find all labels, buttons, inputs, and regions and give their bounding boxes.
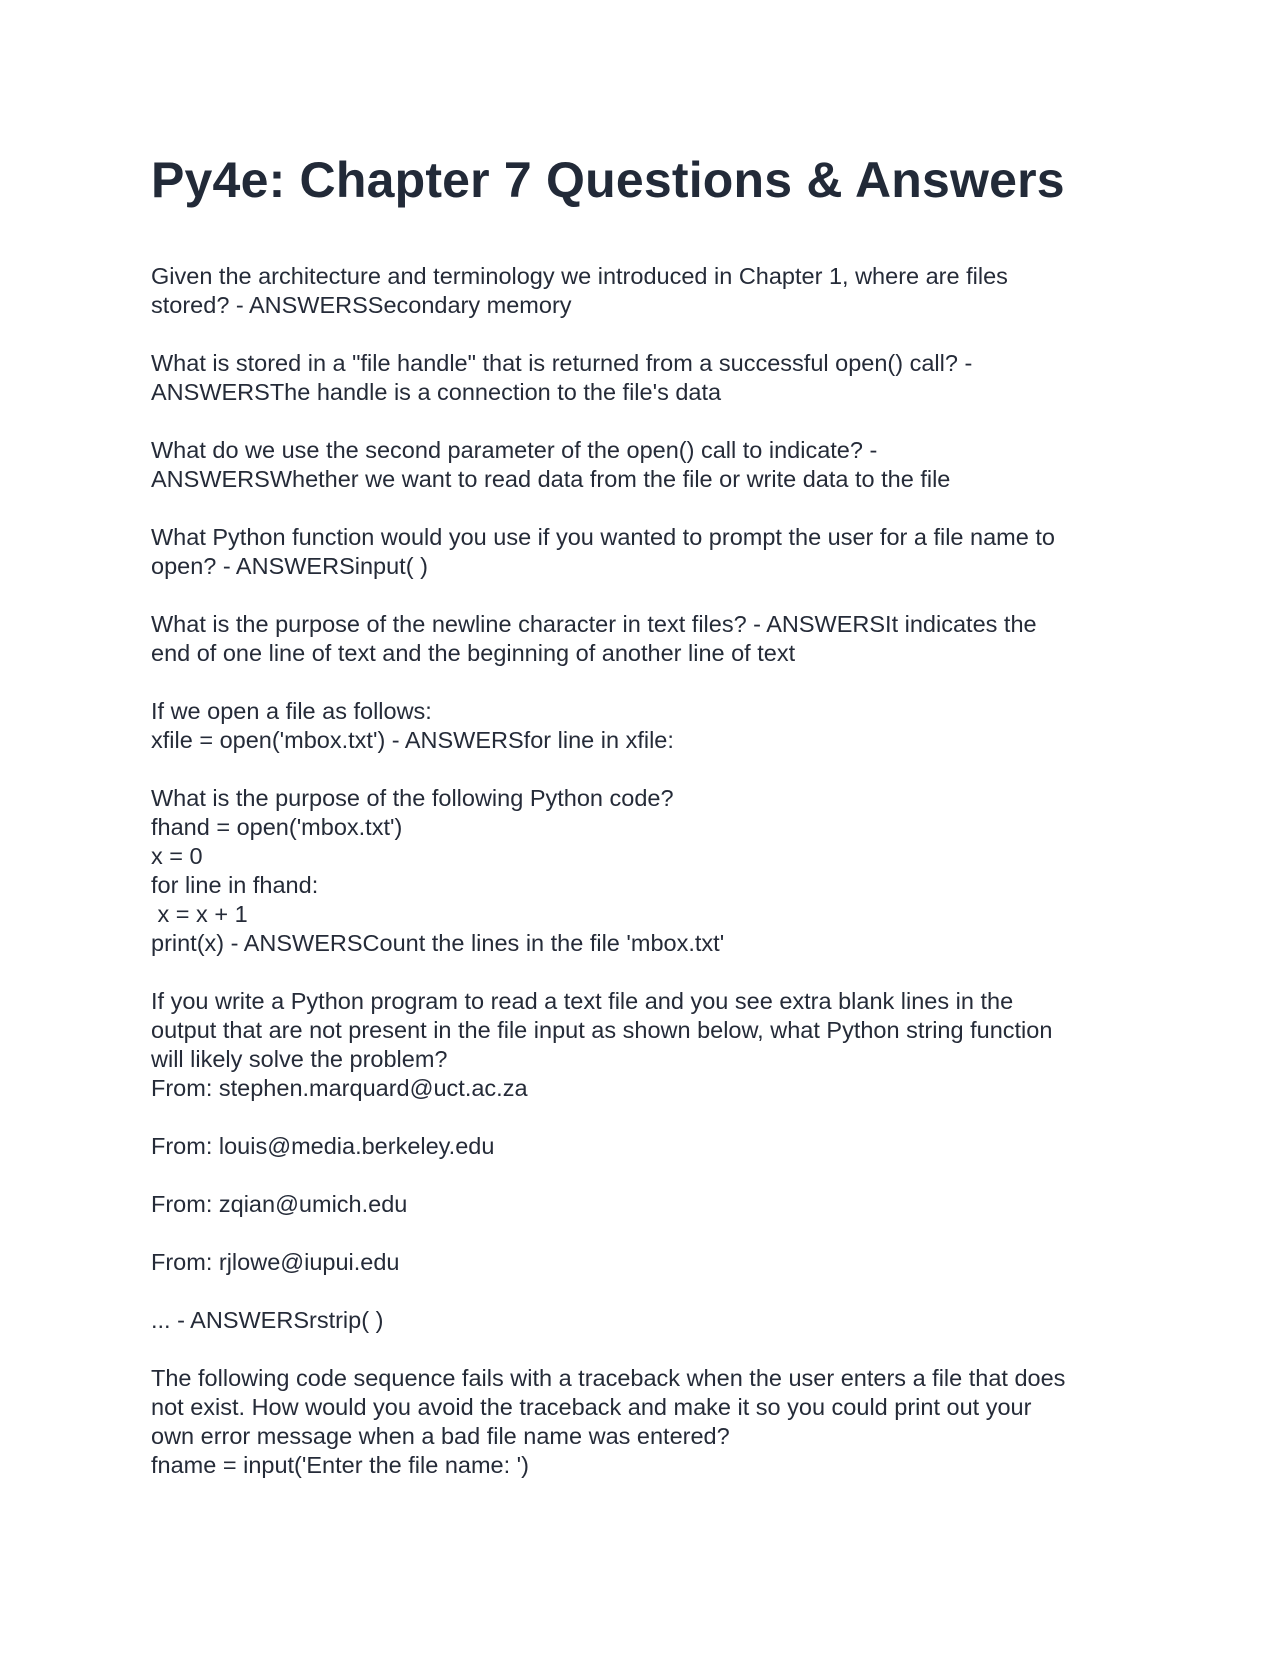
qa-line: xfile = open('mbox.txt') - ANSWERSfor line in xfile:: [151, 727, 674, 753]
qa-line: stored? - ANSWERSSecondary memory: [151, 292, 572, 318]
qa-line: If we open a file as follows:: [151, 698, 432, 724]
qa-item: [151, 987, 1141, 1335]
qa-line: will likely solve the problem?: [151, 1046, 448, 1072]
qa-line: [151, 1219, 1141, 1248]
qa-item: [151, 784, 1141, 958]
qa-line: x = x + 1: [151, 901, 248, 927]
page-title: Py4e: Chapter 7 Questions & Answers: [151, 152, 1065, 208]
qa-line: fhand = open('mbox.txt'): [151, 814, 403, 840]
qa-line: From: louis@media.berkeley.edu: [151, 1133, 495, 1159]
document-page: [151, 150, 1141, 1509]
qa-line: From: zqian@umich.edu: [151, 1191, 408, 1217]
qa-item: [151, 610, 1141, 668]
qa-line: x = 0: [151, 843, 203, 869]
qa-line: [151, 1277, 1141, 1306]
qa-line: What is the purpose of the following Python code?: [151, 785, 674, 811]
qa-line: ANSWERSThe handle is a connection to the file's data: [151, 379, 722, 405]
qa-line: for line in fhand:: [151, 872, 319, 898]
qa-line: open? - ANSWERSinput( ): [151, 553, 428, 579]
qa-line: From: rjlowe@iupui.edu: [151, 1249, 400, 1275]
qa-item: [151, 523, 1141, 581]
qa-item: [151, 262, 1141, 320]
qa-line: ANSWERSWhether we want to read data from the file or write data to the file: [151, 466, 951, 492]
qa-line: print(x) - ANSWERSCount the lines in the file 'mbox.txt': [151, 930, 725, 956]
qa-line: The following code sequence fails with a traceback when the user enters a file that does: [151, 1365, 1066, 1391]
qa-item: [151, 349, 1141, 407]
qa-line: Given the architecture and terminology we introduced in Chapter 1, where are files: [151, 263, 1008, 289]
qa-line: What is stored in a "file handle" that is returned from a successful open() call? -: [151, 350, 973, 376]
qa-line: end of one line of text and the beginning of another line of text: [151, 640, 796, 666]
qa-line: own error message when a bad file name was entered?: [151, 1423, 730, 1449]
qa-item: [151, 697, 1141, 755]
qa-line: What do we use the second parameter of the open() call to indicate? -: [151, 437, 878, 463]
qa-line: fname = input('Enter the file name: '): [151, 1452, 529, 1478]
qa-list: [151, 262, 1141, 1480]
qa-line: [151, 1103, 1141, 1132]
qa-line: output that are not present in the file input as shown below, what Python string function: [151, 1017, 1053, 1043]
qa-line: ... - ANSWERSrstrip( ): [151, 1307, 384, 1333]
qa-line: From: stephen.marquard@uct.ac.za: [151, 1075, 528, 1101]
qa-line: not exist. How would you avoid the traceback and make it so you could print out your: [151, 1394, 1032, 1420]
qa-line: If you write a Python program to read a text file and you see extra blank lines in the: [151, 988, 1014, 1014]
qa-item: [151, 436, 1141, 494]
qa-line: What is the purpose of the newline character in text files? - ANSWERSIt indicates the: [151, 611, 1037, 637]
qa-line: [151, 1161, 1141, 1190]
qa-item: [151, 1364, 1141, 1480]
qa-line: What Python function would you use if you wanted to prompt the user for a file name to: [151, 524, 1055, 550]
